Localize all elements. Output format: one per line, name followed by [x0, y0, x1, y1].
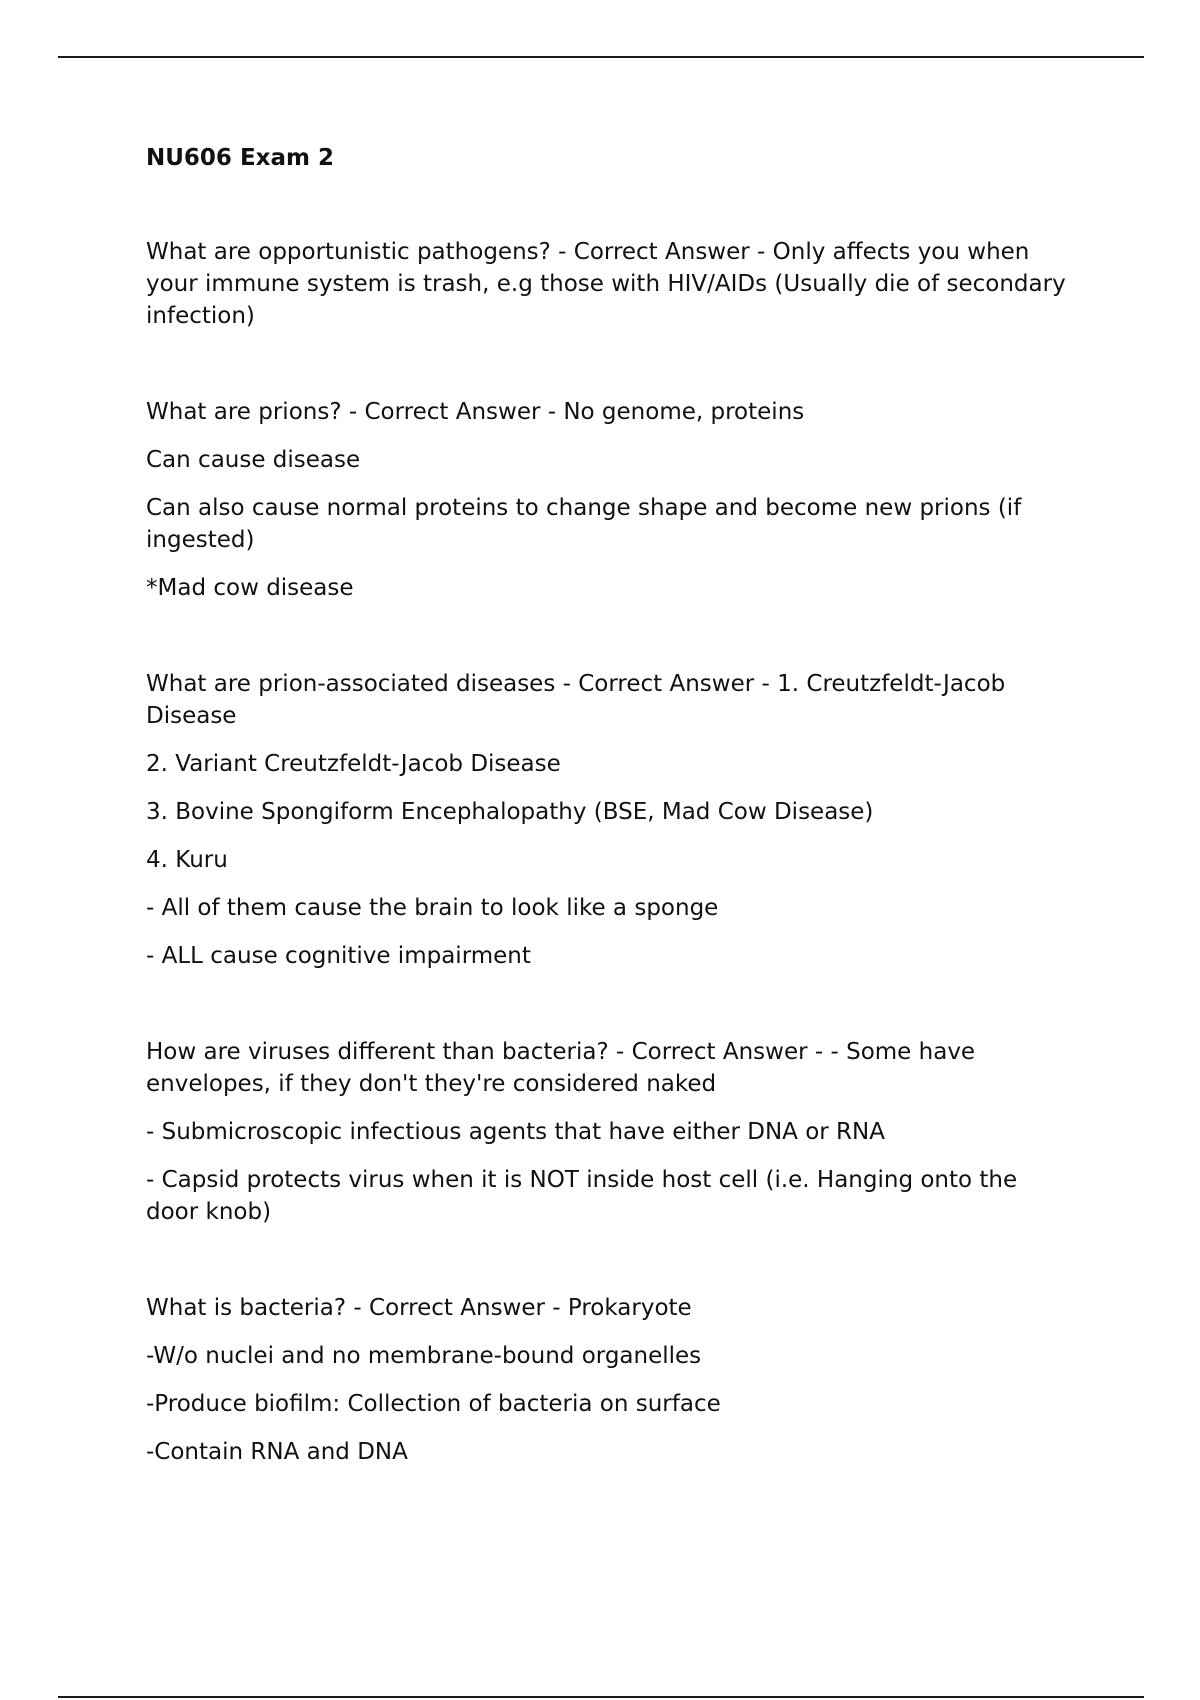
qa-line: Can cause disease: [146, 447, 361, 473]
qa-line: What is bacteria? - Correct Answer - Prokaryote: [146, 1295, 692, 1321]
qa-line: What are prion-associated diseases - Correct Answer - 1. Creutzfeldt-Jacob Disease: [146, 671, 1006, 729]
qa-entry-opportunistic-pathogens: [146, 236, 1076, 332]
qa-entry-bacteria: [146, 1292, 1076, 1468]
qa-line: - Capsid protects virus when it is NOT inside host cell (i.e. Hanging onto the door knob): [146, 1167, 1018, 1225]
qa-entry-prion-diseases: [146, 668, 1076, 972]
document-title: NU606 Exam 2: [146, 145, 334, 171]
qa-line: -W/o nuclei and no membrane-bound organelles: [146, 1343, 702, 1369]
qa-line: - All of them cause the brain to look like a sponge: [146, 895, 719, 921]
qa-line: How are viruses different than bacteria? - Correct Answer - - Some have envelopes, if they don't they're considered naked: [146, 1039, 976, 1097]
qa-line: 3. Bovine Spongiform Encephalopathy (BSE, Mad Cow Disease): [146, 799, 874, 825]
document-body: [146, 142, 1076, 1532]
qa-entry-viruses-vs-bacteria: [146, 1036, 1076, 1228]
qa-line: What are opportunistic pathogens? - Correct Answer - Only affects you when your immune system is trash, e.g those with HIV/AIDs (Usually die of secondary infection): [146, 239, 1066, 329]
qa-line: - ALL cause cognitive impairment: [146, 943, 531, 969]
qa-line: 2. Variant Creutzfeldt-Jacob Disease: [146, 751, 561, 777]
qa-line: -Contain RNA and DNA: [146, 1439, 408, 1465]
qa-entry-prions: [146, 396, 1076, 604]
top-rule: [58, 56, 1144, 58]
qa-line: Can also cause normal proteins to change shape and become new prions (if ingested): [146, 495, 1022, 553]
qa-line: *Mad cow disease: [146, 575, 354, 601]
qa-line: -Produce biofilm: Collection of bacteria on surface: [146, 1391, 721, 1417]
qa-line: What are prions? - Correct Answer - No genome, proteins: [146, 399, 805, 425]
qa-line: - Submicroscopic infectious agents that have either DNA or RNA: [146, 1119, 885, 1145]
bottom-rule: [58, 1696, 1144, 1698]
qa-line: 4. Kuru: [146, 847, 228, 873]
